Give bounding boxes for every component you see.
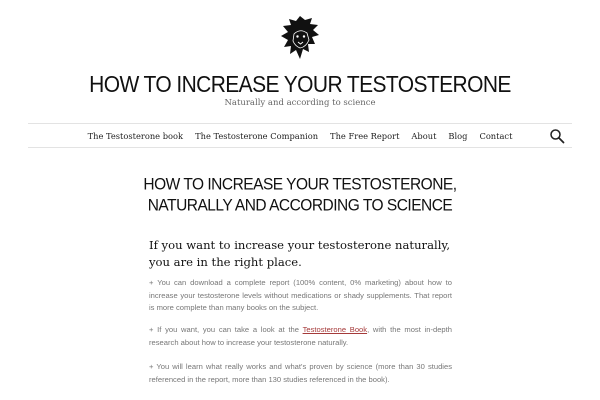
nav-item-blog[interactable]: Blog (448, 130, 468, 141)
nav-divider-bottom (28, 147, 572, 148)
paragraph-book (149, 324, 452, 349)
search-icon[interactable] (549, 128, 565, 144)
nav-item-testosterone-companion[interactable]: The Testosterone Companion (195, 130, 319, 141)
lion-head-icon[interactable] (279, 14, 321, 62)
nav-item-about[interactable]: About (411, 130, 437, 141)
nav-item-contact[interactable]: Contact (479, 130, 513, 141)
testosterone-book-link[interactable]: Testosterone Book (302, 325, 368, 334)
site-title[interactable]: HOW TO INCREASE YOUR TESTOSTERONE (89, 72, 511, 98)
paragraph-studies: + You will learn what really works and what's proven by science (more than 30 studies referenced in the report, more than 130 studies referenced in the book). (149, 362, 452, 384)
main-nav (0, 124, 600, 147)
page-title: HOW TO INCREASE YOUR TESTOSTERONE, NATURALLY AND ACCORDING TO SCIENCE (143, 175, 457, 215)
lead-heading: If you want to increase your testosterone naturally, you are in the right place. (149, 238, 451, 269)
nav-item-free-report[interactable]: The Free Report (330, 130, 400, 141)
site-tagline: Naturally and according to science (224, 98, 376, 108)
paragraph-report: + You can download a complete report (100% content, 0% marketing) about how to increase your testosterone levels without medications or shady supplements. That report is more complete than many books on the subject. (149, 278, 452, 313)
nav-item-testosterone-book[interactable]: The Testosterone book (87, 130, 184, 141)
paragraph-book-text-after: , with the most in-depth research about how to increase your testosterone naturally. (149, 325, 452, 347)
paragraph-book-text-before: + If you want, you can take a look at the (149, 325, 303, 334)
